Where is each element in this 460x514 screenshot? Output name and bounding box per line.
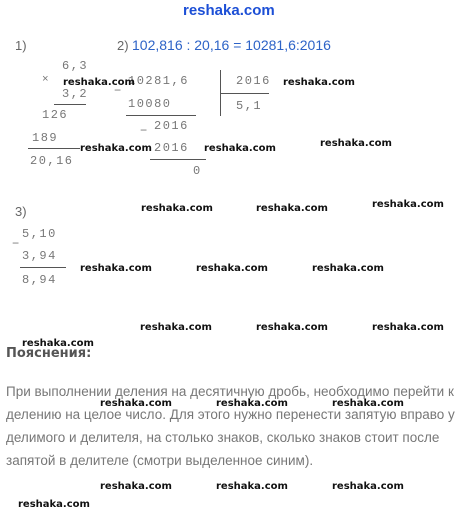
watermark: reshaka.com (196, 263, 268, 274)
watermark: reshaka.com (256, 203, 328, 214)
watermark: reshaka.com (283, 77, 355, 88)
t1-partial1: 126 (42, 108, 69, 122)
explanation-heading: Пояснения: (6, 346, 92, 361)
t3-subtrahend: 3,94 (22, 249, 57, 263)
t2-divisor: 2016 (236, 74, 271, 88)
watermark: reshaka.com (312, 263, 384, 274)
watermark: reshaka.com (141, 203, 213, 214)
task1-label: 1) (15, 38, 27, 53)
t2-line1 (126, 115, 196, 116)
t2-divisor-line (221, 93, 269, 94)
t2-minus2: − (140, 124, 149, 138)
t3-difference: 8,94 (22, 273, 57, 287)
watermark: reshaka.com (204, 143, 276, 154)
t1-line1 (54, 104, 86, 105)
watermark: reshaka.com (22, 338, 94, 349)
t1-result: 20,16 (30, 154, 74, 168)
t1-factor1: 6,3 (62, 59, 89, 73)
watermark: reshaka.com (332, 398, 404, 409)
watermark: reshaka.com (140, 322, 212, 333)
watermark: reshaka.com (332, 481, 404, 492)
t1-partial2: 189 (32, 131, 59, 145)
t3-line (20, 267, 66, 268)
site-title[interactable]: reshaka.com (183, 2, 275, 19)
watermark: reshaka.com (372, 199, 444, 210)
watermark: reshaka.com (256, 322, 328, 333)
watermark: reshaka.com (100, 398, 172, 409)
explanation-text: При выполнении деления на десятичную дробь, необходимо перейти к делению на целое число. Для этого нужно перенести запятую вправо у делимого и делителя, на столько знаков, сколько знаков стоит после запятой в делителе (смотри выделенное синим). (6, 384, 455, 468)
t2-sub1: 10080 (128, 97, 172, 111)
watermark: reshaka.com (63, 77, 135, 88)
watermark: reshaka.com (216, 398, 288, 409)
t2-line2 (150, 159, 206, 160)
task2-label: 2) (117, 38, 129, 53)
watermark: reshaka.com (216, 481, 288, 492)
watermark: reshaka.com (320, 138, 392, 149)
t2-final-remainder: 0 (193, 164, 202, 178)
t2-dividend: 10281,6 (128, 74, 189, 88)
t1-multiply-sign: × (42, 74, 51, 86)
t2-rem1: 2016 (154, 119, 189, 133)
t2-sub2: 2016 (154, 141, 189, 155)
watermark: reshaka.com (100, 481, 172, 492)
t2-minus1: − (114, 84, 123, 98)
watermark: reshaka.com (18, 499, 90, 510)
t1-line2 (28, 148, 80, 149)
task2-equation: 102,816 : 20,16 = 10281,6:2016 (132, 37, 331, 53)
watermark: reshaka.com (80, 143, 152, 154)
watermark: reshaka.com (372, 322, 444, 333)
task3-label: 3) (15, 204, 27, 219)
t3-minus: − (12, 237, 21, 251)
watermark: reshaka.com (80, 263, 152, 274)
t3-minuend: 5,10 (22, 227, 57, 241)
t1-factor2: 3,2 (62, 87, 89, 101)
t2-quotient: 5,1 (236, 99, 263, 113)
